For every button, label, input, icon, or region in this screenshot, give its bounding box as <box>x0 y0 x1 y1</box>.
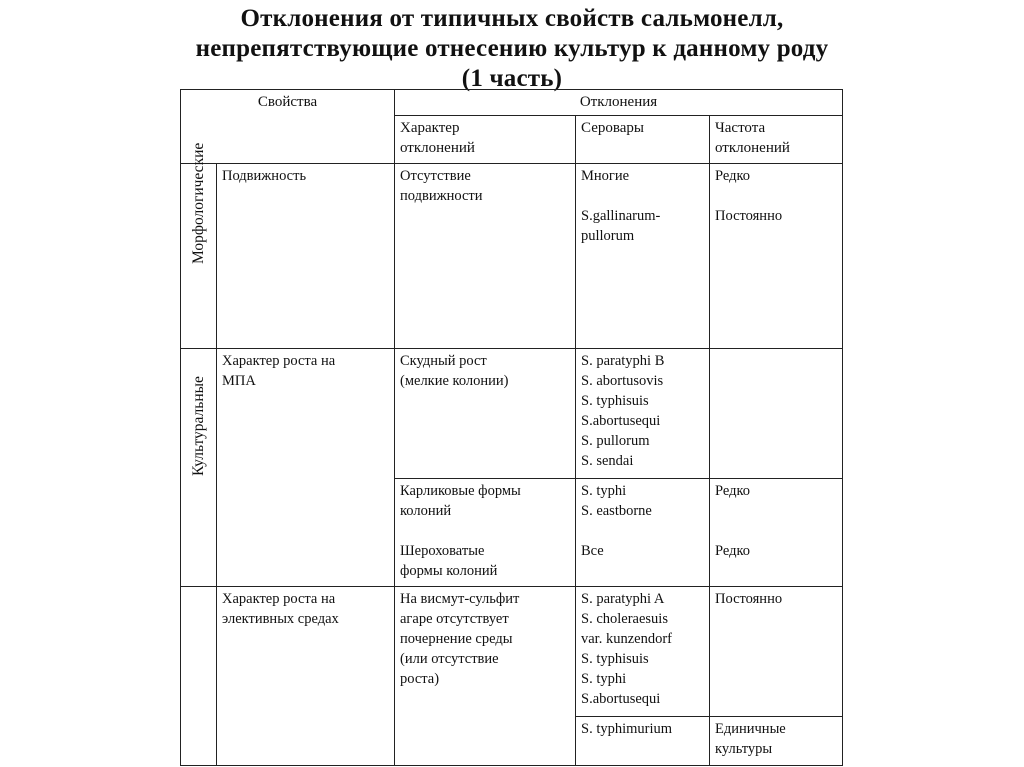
serovar-elective: var. kunzendorf <box>581 631 672 647</box>
character-mpa-line-1: Скудный рост <box>400 353 487 369</box>
group-cultural <box>181 349 217 587</box>
character-rough-line-1: Шероховатые <box>400 543 485 559</box>
header-character-line-2: отклонений <box>400 140 475 156</box>
cell-serovars-motility <box>576 164 710 349</box>
serovar-motility-2-line-2: pullorum <box>581 228 635 244</box>
cell-property-motility <box>217 164 395 349</box>
cell-property-mpa <box>217 349 395 587</box>
character-dwarf-line-2: колоний <box>400 503 452 519</box>
header-row-1 <box>181 90 843 116</box>
cell-serovars-typhimurium <box>576 717 710 766</box>
header-serovars-label: Серовары <box>581 120 644 136</box>
cell-serovars-elective <box>576 587 710 717</box>
cell-serovars-mpa <box>576 349 710 479</box>
title-line-3: (1 часть) <box>461 65 563 92</box>
character-elective-line: роста) <box>400 671 440 687</box>
frequency-elective: Постоянно <box>715 591 783 607</box>
cell-character-motility <box>395 164 576 349</box>
header-character <box>395 116 576 164</box>
cell-frequency-elective <box>710 587 843 717</box>
serovar-motility-1: Многие <box>581 168 630 184</box>
character-motility-line-2: подвижности <box>400 188 483 204</box>
header-properties <box>181 90 395 164</box>
property-mpa-line-2: МПА <box>222 373 256 389</box>
character-rough-line-2: формы колоний <box>400 563 498 579</box>
page-title <box>0 4 1024 94</box>
header-character-line-1: Характер <box>400 120 460 136</box>
title-line-1: Отклонения от типичных свойств сальмонелл, <box>240 5 784 32</box>
cell-group-empty <box>181 587 217 766</box>
header-frequency-line-2: отклонений <box>715 140 790 156</box>
cell-frequency-typhimurium <box>710 717 843 766</box>
serovar-typhimurium: S. typhimurium <box>581 721 673 737</box>
frequency-dwarf: Редко <box>715 483 751 499</box>
header-serovars <box>576 116 710 164</box>
group-cultural-label: Культуральные <box>189 375 207 476</box>
serovar-mpa: S. paratyphi B <box>581 353 665 369</box>
cell-character-elective <box>395 587 576 766</box>
cell-frequency-motility <box>710 164 843 349</box>
cell-property-elective <box>217 587 395 766</box>
group-morphological-label: Морфологические <box>189 142 207 264</box>
frequency-typhimurium-line-1: Единичные <box>715 721 786 737</box>
character-mpa-line-2: (мелкие колонии) <box>400 373 509 389</box>
serovar-motility-2-line-1: S.gallinarum- <box>581 208 661 224</box>
group-morphological <box>181 142 217 349</box>
character-elective-line: (или отсутствие <box>400 651 499 667</box>
character-motility-line-1: Отсутствие <box>400 168 471 184</box>
serovar-dwarf: S. eastborne <box>581 503 652 519</box>
table-row <box>181 164 843 349</box>
header-properties-label: Свойства <box>257 94 318 110</box>
cell-frequency-mpa <box>710 349 843 479</box>
property-motility: Подвижность <box>222 168 307 184</box>
serovar-dwarf: S. typhi <box>581 483 627 499</box>
frequency-motility-1: Редко <box>715 168 751 184</box>
serovar-mpa: S. typhisuis <box>581 393 649 409</box>
header-deviations-label: Отклонения <box>579 94 658 110</box>
serovar-elective: S. typhisuis <box>581 651 649 667</box>
serovar-mpa: S.abortusequi <box>581 413 661 429</box>
table-row <box>181 587 843 717</box>
deviations-table <box>180 89 843 766</box>
header-frequency-line-1: Частота <box>715 120 766 136</box>
serovar-elective: S. typhi <box>581 671 627 687</box>
serovar-mpa: S. sendai <box>581 453 634 469</box>
property-elective-line-1: Характер роста на <box>222 591 336 607</box>
cell-character-mpa <box>395 349 576 479</box>
serovar-mpa: S. pullorum <box>581 433 650 449</box>
cell-frequency-dwarf-rough <box>710 479 843 587</box>
header-frequency <box>710 116 843 164</box>
frequency-typhimurium-line-2: культуры <box>715 741 773 757</box>
serovar-elective: S. choleraesuis <box>581 611 668 627</box>
serovar-rough: Все <box>581 543 604 559</box>
cell-serovars-dwarf-rough <box>576 479 710 587</box>
frequency-motility-2: Постоянно <box>715 208 783 224</box>
serovar-elective: S. paratyphi A <box>581 591 665 607</box>
title-line-2: непрепятствующие отнесению культур к данному роду <box>195 35 829 62</box>
property-mpa-line-1: Характер роста на <box>222 353 336 369</box>
property-elective-line-2: элективных средах <box>222 611 339 627</box>
character-elective-line: агаре отсутствует <box>400 611 509 627</box>
frequency-rough: Редко <box>715 543 751 559</box>
header-deviations <box>395 90 843 116</box>
character-elective-line: На висмут-сульфит <box>400 591 520 607</box>
cell-character-dwarf-rough <box>395 479 576 587</box>
character-elective-line: почернение среды <box>400 631 513 647</box>
serovar-mpa: S. abortusovis <box>581 373 664 389</box>
character-dwarf-line-1: Карликовые формы <box>400 483 521 499</box>
table-row <box>181 349 843 479</box>
serovar-elective: S.abortusequi <box>581 691 661 707</box>
